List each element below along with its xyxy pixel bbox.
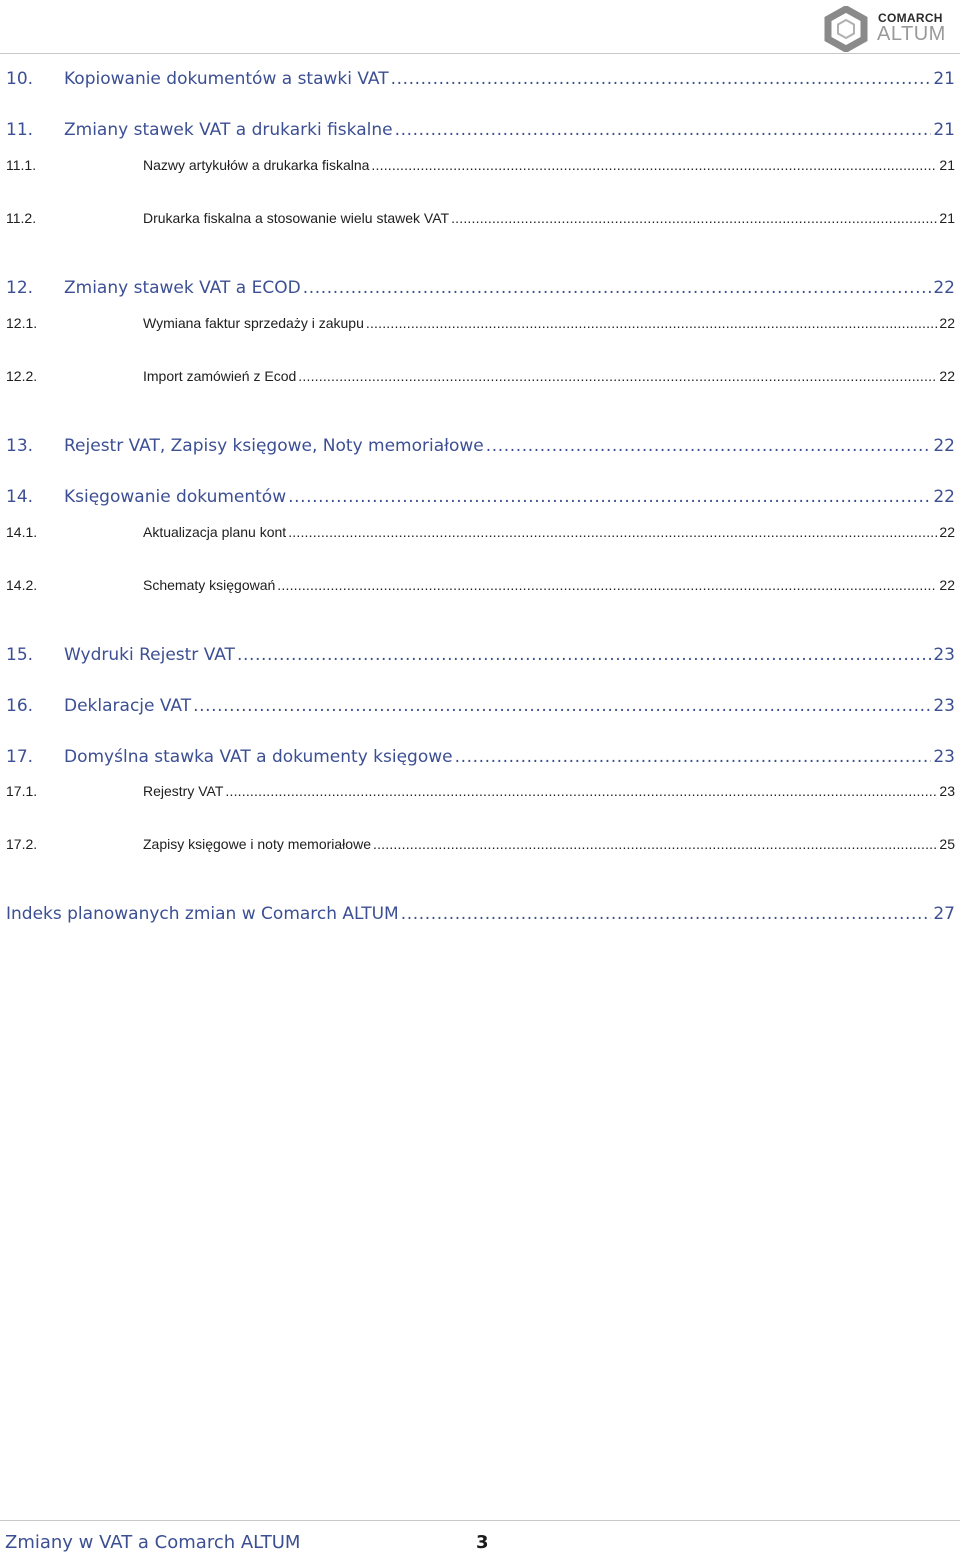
toc-number: 17.2. xyxy=(6,836,38,852)
toc-title: Nazwy artykułów a drukarka fiskalna xyxy=(143,157,370,173)
toc-page: 23 xyxy=(933,747,955,767)
toc-entry[interactable] xyxy=(6,577,955,597)
toc-page: 27 xyxy=(933,904,955,924)
footer-title: Zmiany w VAT a Comarch ALTUM xyxy=(5,1532,301,1553)
toc-page: 21 xyxy=(939,210,955,226)
toc-title: Domyślna stawka VAT a dokumenty księgowe xyxy=(64,747,453,767)
toc-entry[interactable] xyxy=(6,487,955,511)
toc-entry[interactable] xyxy=(6,278,955,302)
logo-text-altum: ALTUM xyxy=(877,23,946,45)
toc-leader-dots xyxy=(395,120,932,140)
toc-entry[interactable] xyxy=(6,783,955,803)
toc-entry[interactable] xyxy=(6,645,955,669)
toc-leader-dots xyxy=(237,645,931,665)
toc-page: 22 xyxy=(933,487,955,507)
toc-number: 12.2. xyxy=(6,368,38,384)
toc-entry[interactable] xyxy=(6,315,955,335)
toc-page: 25 xyxy=(939,836,955,852)
toc-entry[interactable] xyxy=(6,836,955,856)
toc-entry[interactable] xyxy=(6,747,955,771)
toc-leader-dots xyxy=(303,278,932,298)
toc-entry[interactable] xyxy=(6,436,955,460)
toc-leader-dots xyxy=(193,696,931,716)
toc-leader-dots xyxy=(288,524,937,540)
toc-title: Aktualizacja planu kont xyxy=(143,524,287,540)
toc-entry[interactable] xyxy=(6,696,955,720)
toc-title: Księgowanie dokumentów xyxy=(64,487,287,507)
toc-leader-dots xyxy=(455,747,932,767)
toc-number: 11. xyxy=(6,120,34,140)
toc-leader-dots xyxy=(371,157,937,173)
toc-page: 22 xyxy=(933,278,955,298)
toc-page: 22 xyxy=(939,368,955,384)
toc-title: Kopiowanie dokumentów a stawki VAT xyxy=(64,69,389,89)
toc-number: 16. xyxy=(6,696,34,716)
toc-leader-dots xyxy=(277,577,937,593)
toc-number: 15. xyxy=(6,645,34,665)
toc-leader-dots xyxy=(298,368,937,384)
toc-number: 14.2. xyxy=(6,577,38,593)
toc-entry[interactable] xyxy=(6,120,955,144)
toc-page: 22 xyxy=(933,436,955,456)
toc-number: 17. xyxy=(6,747,34,767)
toc-page: 22 xyxy=(939,315,955,331)
logo-text-comarch: COMARCH xyxy=(878,11,943,25)
header-divider xyxy=(0,53,960,54)
toc-title: Indeks planowanych zmian w Comarch ALTUM xyxy=(6,904,399,924)
toc-leader-dots xyxy=(391,69,932,89)
toc-leader-dots xyxy=(401,904,932,924)
toc-title: Drukarka fiskalna a stosowanie wielu stawek VAT xyxy=(143,210,450,226)
toc-number: 12. xyxy=(6,278,34,298)
toc-title: Wydruki Rejestr VAT xyxy=(64,645,235,665)
toc-title: Rejestr VAT, Zapisy księgowe, Noty memoriałowe xyxy=(64,436,484,456)
toc-page: 23 xyxy=(933,645,955,665)
toc-leader-dots xyxy=(451,210,937,226)
footer-page-number: 3 xyxy=(476,1532,489,1553)
toc-title: Zmiany stawek VAT a drukarki fiskalne xyxy=(64,120,393,140)
toc-title: Zmiany stawek VAT a ECOD xyxy=(64,278,301,298)
toc-title: Deklaracje VAT xyxy=(64,696,192,716)
toc-entry[interactable] xyxy=(6,368,955,388)
toc-entry[interactable] xyxy=(6,210,955,230)
toc-entry-index[interactable] xyxy=(6,904,955,928)
toc-leader-dots xyxy=(225,783,937,799)
comarch-logo-icon xyxy=(822,6,870,52)
toc-number: 10. xyxy=(6,69,34,89)
toc-entry[interactable] xyxy=(6,157,955,177)
toc-entry[interactable] xyxy=(6,524,955,544)
toc-page: 22 xyxy=(939,524,955,540)
toc-page: 23 xyxy=(933,696,955,716)
toc-number: 17.1. xyxy=(6,783,38,799)
toc-title: Zapisy księgowe i noty memoriałowe xyxy=(143,836,371,852)
toc-page: 23 xyxy=(939,783,955,799)
toc-number: 11.1. xyxy=(6,157,37,173)
toc-title: Import zamówień z Ecod xyxy=(143,368,297,384)
toc-title: Rejestry VAT xyxy=(143,783,224,799)
toc-page: 22 xyxy=(939,577,955,593)
toc-number: 14.1. xyxy=(6,524,38,540)
toc-leader-dots xyxy=(366,315,938,331)
toc-page: 21 xyxy=(939,157,955,173)
toc-leader-dots xyxy=(373,836,937,852)
comarch-altum-logo xyxy=(822,4,954,52)
toc-leader-dots xyxy=(486,436,932,456)
toc-page: 21 xyxy=(933,120,955,140)
footer-divider xyxy=(0,1520,960,1521)
toc-number: 12.1. xyxy=(6,315,38,331)
toc-number: 11.2. xyxy=(6,210,37,226)
toc-entry[interactable] xyxy=(6,69,955,93)
toc-number: 14. xyxy=(6,487,34,507)
toc-number: 13. xyxy=(6,436,34,456)
toc-title: Schematy księgowań xyxy=(143,577,276,593)
toc-title: Wymiana faktur sprzedaży i zakupu xyxy=(143,315,364,331)
toc-leader-dots xyxy=(288,487,931,507)
toc-page: 21 xyxy=(933,69,955,89)
